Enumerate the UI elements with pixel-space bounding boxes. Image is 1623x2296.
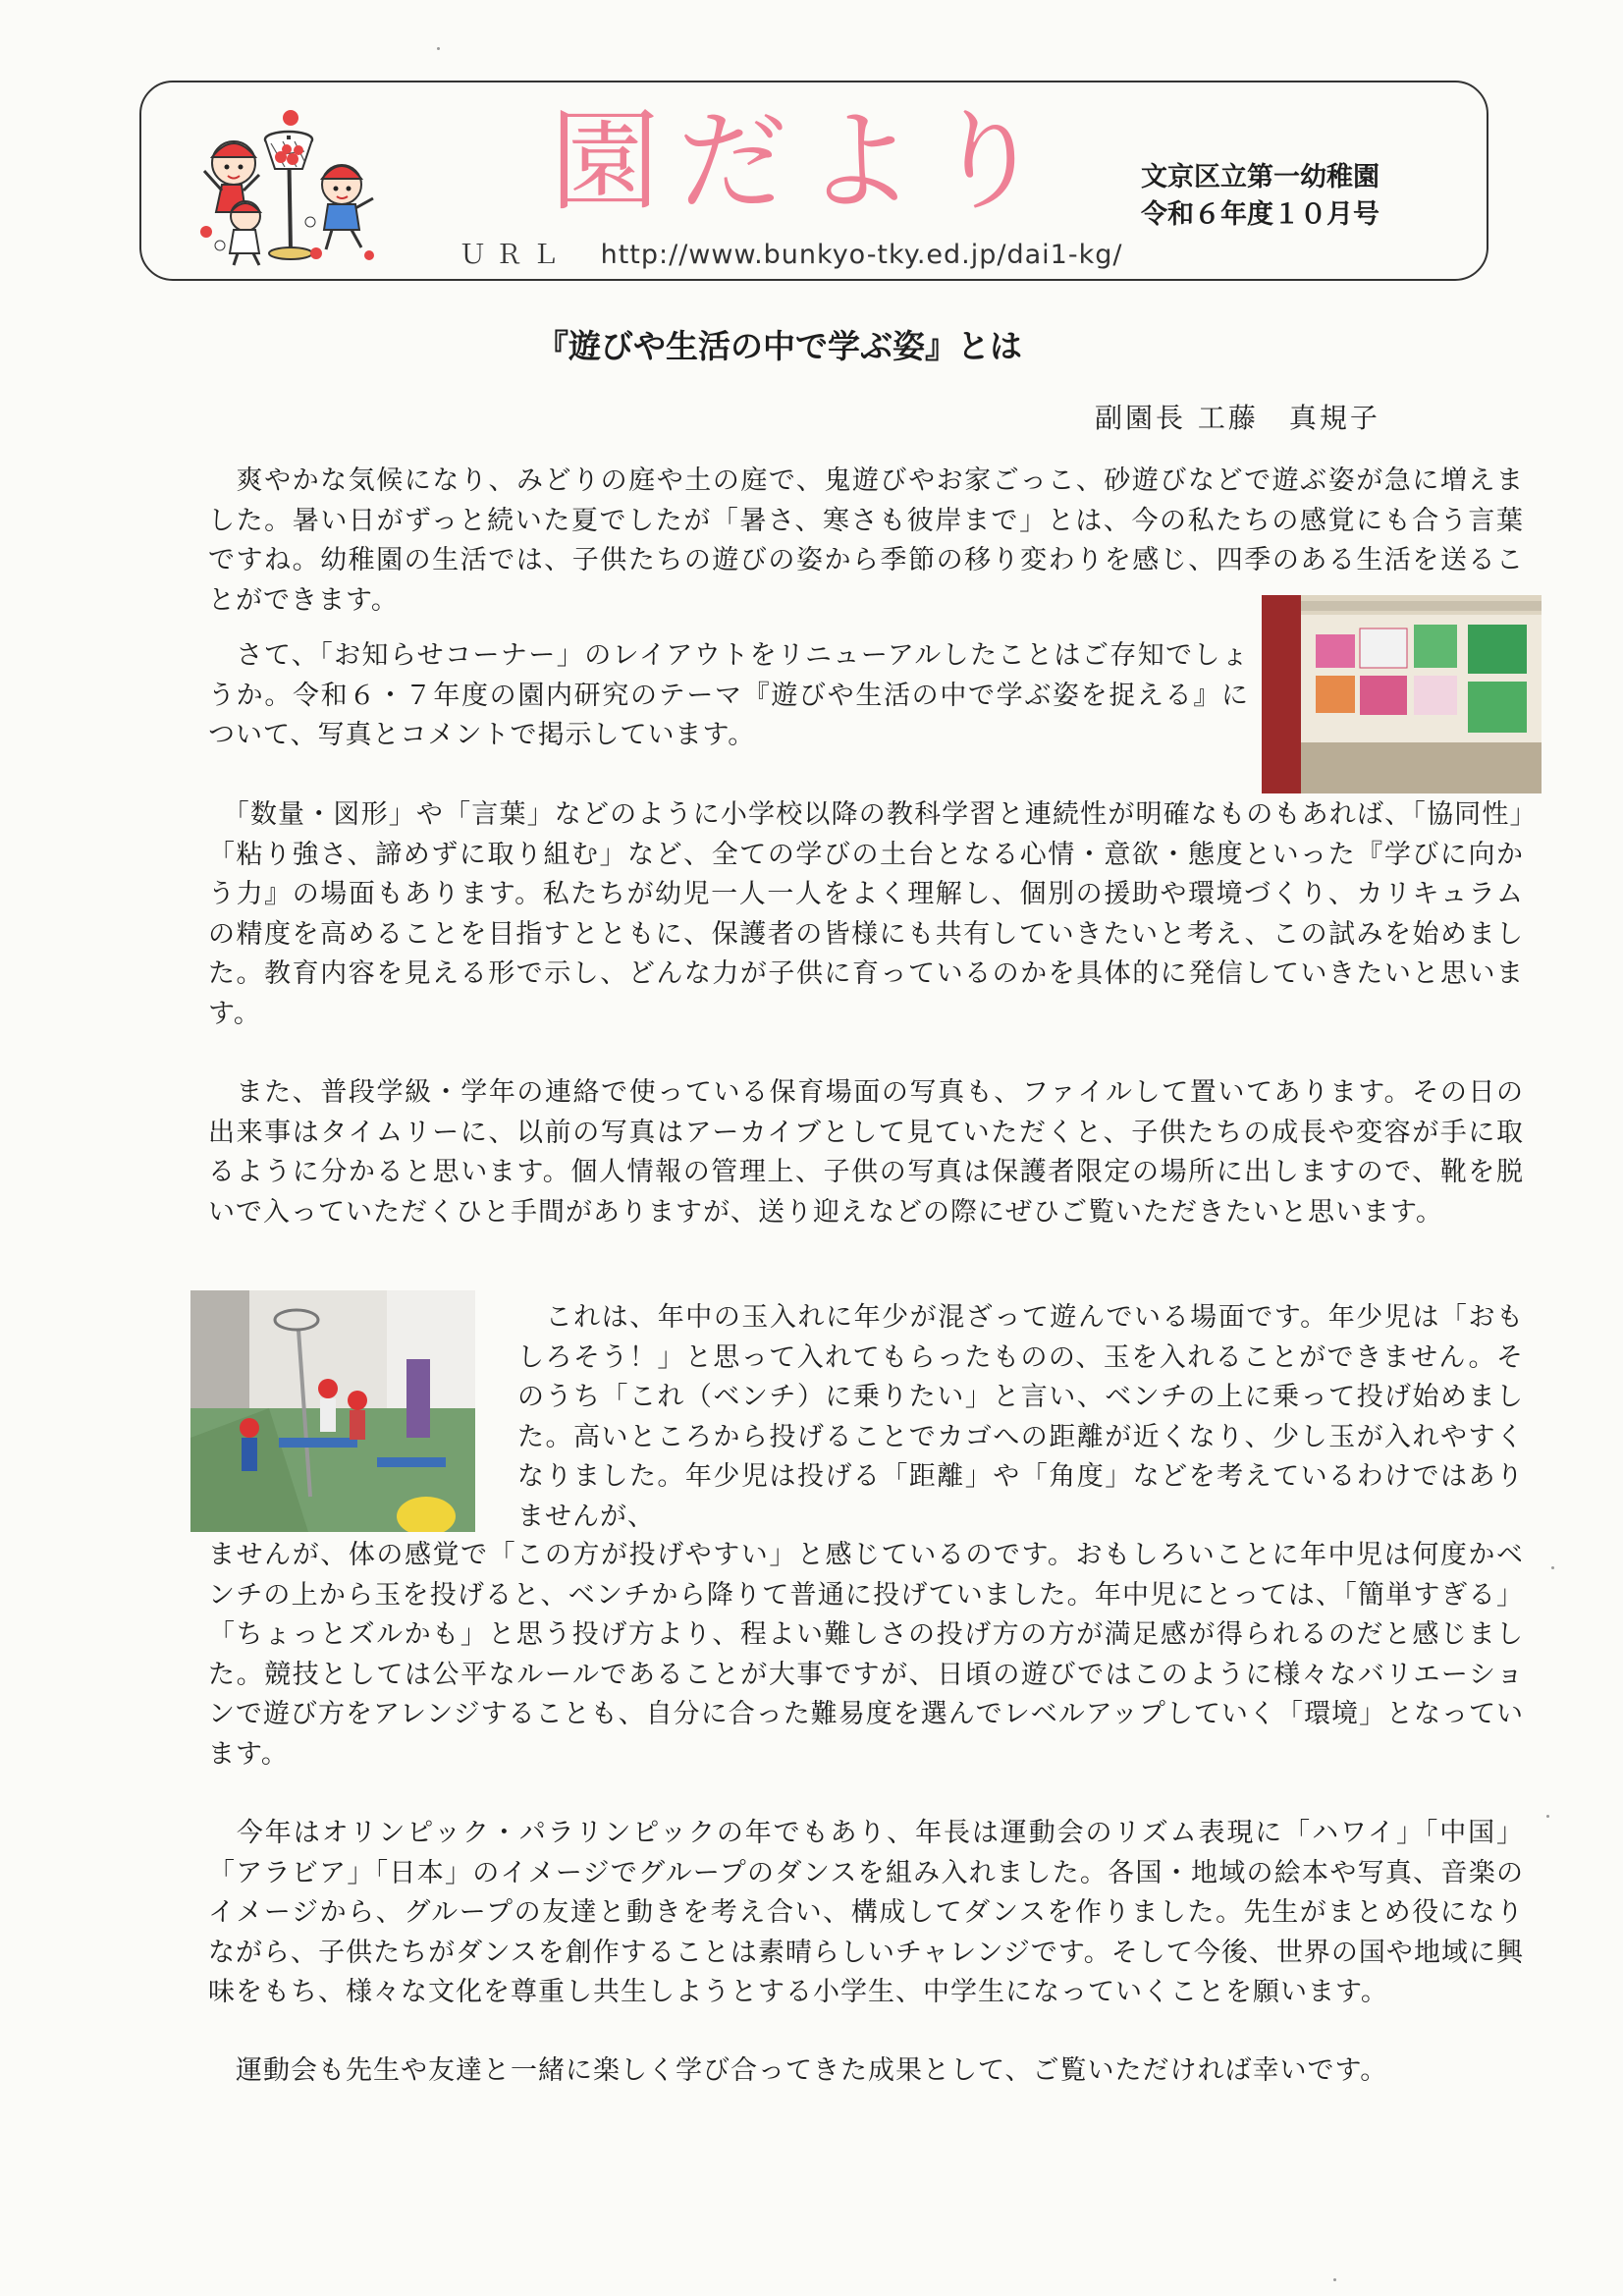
url-line bbox=[460, 238, 1206, 273]
article-title: 『遊びや生活の中で学ぶ姿』とは bbox=[536, 327, 1022, 365]
scan-speck bbox=[1333, 2278, 1336, 2281]
article-author: 副園長 工藤 真規子 bbox=[1095, 402, 1380, 434]
paragraph: 今年はオリンピック・パラリンピックの年でもあり、年長は運動会のリズム表現に「ハワイ」「中国」「アラビア」「日本」のイメージでグループのダンスを組み入れました。各国・地域の絵本や写真、音楽のイメージから、グループの友達と動きを考え合い、構成してダンスを作りました。先生がまとめ役になりながら、子供たちがダンスを創作することは素晴らしいチャレンジです。そして今後、世界の国や地域に興味をもち、様々な文化を尊重し共生しようとする小学生、中学生になっていくことを願います。 bbox=[208, 1818, 1525, 2007]
ball-toss-photo bbox=[190, 1290, 475, 1532]
scan-speck bbox=[437, 47, 440, 50]
website-url[interactable]: http://www.bunkyo-tky.ed.jp/dai1-kg/ bbox=[600, 240, 1123, 270]
url-label: ＵＲＬ bbox=[460, 240, 568, 270]
paragraph-continued: ませんが、体の感覚で「この方が投げやすい」と感じているのです。おもしろいことに年中児は何度かベンチの上から玉を投げると、ベンチから降りて普通に投げていました。年中児にとっては、「簡単すぎる」「ちょっとズルかも」と思う投げ方より、程よい難しさの投げ方の方が満足感が得られるのだと感じました。競技としては公平なルールであることが大事ですが、日頃の遊びではこのように様々なバリエーションで遊び方をアレンジすることも、自分に合った難易度を選んでレベルアップしていく「環境」となっています。 bbox=[208, 1540, 1524, 1770]
children-ball-toss-illustration bbox=[194, 106, 381, 268]
paragraph: 爽やかな気候になり、みどりの庭や土の庭で、鬼遊びやお家ごっこ、砂遊びなどで遊ぶ姿が急に増えました。暑い日がずっと続いた夏でしたが「暑さ、寒さも彼岸まで」とは、今の私たちの感覚にも合う言葉ですね。幼稚園の生活では、子供たちの遊びの姿から季節の移り変わりを感じ、四季のある生活を送ることができます。 bbox=[208, 465, 1524, 616]
paragraph: 運動会も先生や友達と一緒に楽しく学び合ってきた成果として、ご覧いただければ幸いです。 bbox=[236, 2055, 1388, 2086]
paragraph: また、普段学級・学年の連絡で使っている保育場面の写真も、ファイルして置いてあります。その日の出来事はタイムリーに、以前の写真はアーカイブとして見ていただくと、子供たちの成長や変容が手に取るように分かると思います。個人情報の管理上、子供の写真は保護者限定の場所に出しますので、靴を脱いで入っていただくひと手間がありますが、送り迎えなどの際にぜひご覧いただきたいと思います。 bbox=[208, 1077, 1524, 1228]
paragraph: これは、年中の玉入れに年少が混ざって遊んでいる場面です。年少児は「おもしろそう！」と思って入れてもらったものの、玉を入れることができません。そのうち「これ（ベンチ）に乗りたい」と言い、ベンチの上に乗って投げ始めました。高いところから投げることでカゴへの距離が近くなり、少し玉が入れやすくなりました。年少児は投げる「距離」や「角度」などを考えているわけではありませんが、 bbox=[517, 1302, 1525, 1532]
notice-corner-photo bbox=[1262, 595, 1542, 793]
school-info bbox=[1141, 159, 1435, 234]
paragraph: 「数量・図形」や「言葉」などのように小学校以降の教科学習と連続性が明確なものもあれば、「協同性」「粘り強さ、諦めずに取り組む」など、全ての学びの土台となる心情・意欲・態度といった『学びに向かう力』の場面もあります。私たちが幼児一人一人をよく理解し、個別の援助や環境づくり、カリキュラムの精度を高めることを目指すとともに、保護者の皆様にも共有していきたいと考え、この試みを始めました。教育内容を見える形で示し、どんな力が子供に育っているのかを具体的に発信していきたいと思います。 bbox=[208, 799, 1525, 1029]
school-name: 文京区立第一幼稚園 bbox=[1141, 162, 1380, 192]
issue-number: 令和６年度１０月号 bbox=[1141, 199, 1380, 230]
paragraph: さて、「お知らせコーナー」のレイアウトをリニューアルしたことはご存知でしょうか。令和６・７年度の園内研究のテーマ『遊びや生活の中で学ぶ姿を捉える』について、写真とコメントで掲示しています。 bbox=[208, 640, 1249, 750]
scan-speck bbox=[1551, 1566, 1554, 1569]
scan-speck bbox=[1546, 1815, 1549, 1818]
masthead-title: 園だより bbox=[550, 98, 1060, 226]
